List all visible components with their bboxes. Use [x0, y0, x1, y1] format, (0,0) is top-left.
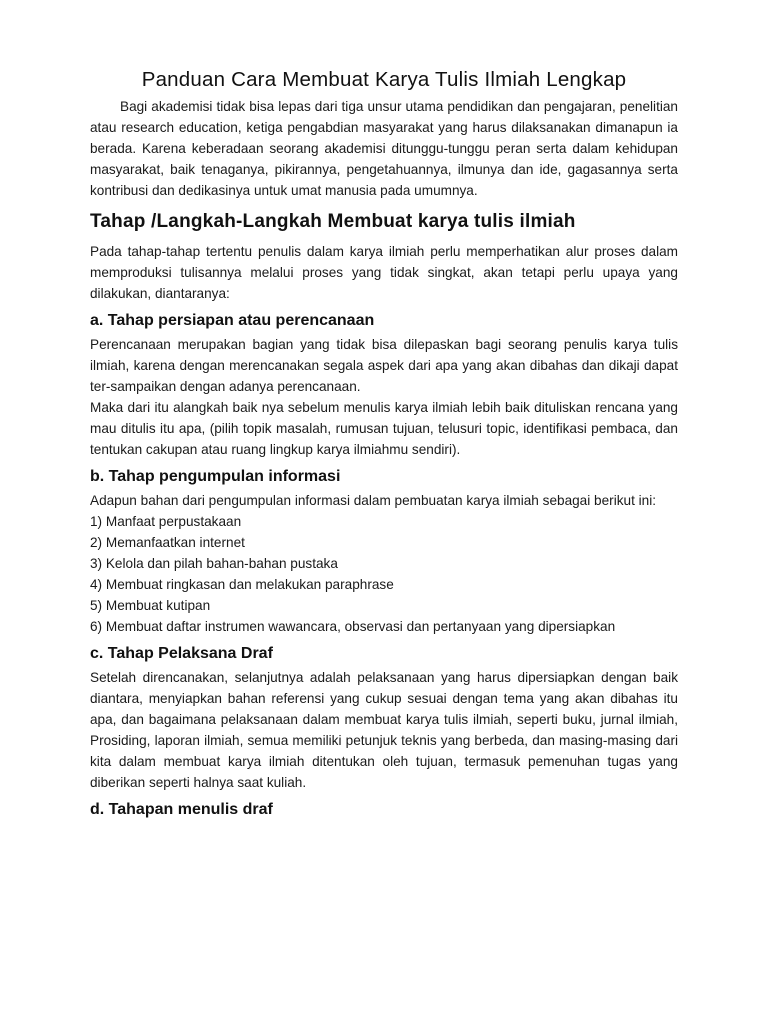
list-item: 1) Manfaat perpustakaan — [90, 514, 242, 529]
document-page — [90, 68, 678, 823]
step-d-heading: d. Tahapan menulis draf — [90, 801, 273, 818]
list-item: 6) Membuat daftar instrumen wawancara, observasi dan pertanyaan yang dipersiapkan — [90, 619, 616, 634]
page-title: Panduan Cara Membuat Karya Tulis Ilmiah Lengkap — [141, 68, 627, 91]
step-c-heading: c. Tahap Pelaksana Draf — [90, 645, 273, 662]
step-b-heading: b. Tahap pengumpulan informasi — [90, 468, 341, 485]
list-item: 2) Memanfaatkan internet — [90, 535, 245, 550]
step-a-paragraph-1: Perencanaan merupakan bagian yang tidak bisa dilepaskan bagi seorang penulis karya tulis ilmiah, karena dengan merencanakan segala aspek dari apa yang akan dibahas dan dikaji dapat ter-sampaikan dengan adanya perencanaan. — [90, 337, 678, 394]
list-item: 3) Kelola dan pilah bahan-bahan pustaka — [90, 556, 338, 571]
intro-paragraph: Bagi akademisi tidak bisa lepas dari tiga unsur utama pendidikan dan pengajaran, penelitian atau research education, ketiga pengabdian masyarakat yang harus dilaksanakan dimanapun ia berada. Karena keberadaan seorang akademisi ditunggu-tunggu peran serta dalam kehidupan masyarakat, baik tenaganya, pikirannya, pengetahuannya, ilmunya dan ide, gagasannya serta kontribusi dan dedikasinya untuk umat manusia pada umumnya. — [90, 99, 678, 198]
step-a-paragraph-2: Maka dari itu alangkah baik nya sebelum menulis karya ilmiah lebih baik dituliskan rencana yang mau ditulis itu apa, (pilih topik masalah, rumusan tujuan, telusuri topic, identifikasi pembaca, dan tentukan cakupan atau ruang lingkup karya ilmiahmu sendiri). — [90, 400, 678, 457]
section-heading — [90, 211, 678, 233]
step-b-paragraph-1: Adapun bahan dari pengumpulan informasi dalam pembuatan karya ilmiah sebagai berikut ini: — [90, 493, 656, 508]
section-intro-paragraph: Pada tahap-tahap tertentu penulis dalam karya ilmiah perlu memperhatikan alur proses dalam memproduksi tulisannya melalui proses yang tidak singkat, akan tetapi perlu upaya yang dilakukan, diantaranya: — [90, 244, 678, 301]
section-heading-text: Tahap /Langkah-Langkah Membuat karya tulis ilmiah — [90, 211, 576, 232]
list-item: 5) Membuat kutipan — [90, 598, 211, 613]
step-a-heading: a. Tahap persiapan atau perencanaan — [90, 312, 375, 329]
step-b-list — [90, 511, 678, 637]
step-c-paragraph-1: Setelah direncanakan, selanjutnya adalah pelaksanaan yang harus dipersiapkan dengan baik diantara, menyiapkan bahan referensi yang cukup sesuai dengan tema yang akan dibahas itu apa, dan bagaimana pelaksanaan dalam membuat karya tulis ilmiah, seperti buku, jurnal ilmiah, Prosiding, laporan ilmiah, semua memiliki petunjuk teknis yang berbeda, dan masing-masing dari kita dalam membuat karya ilmiah ditentukan oleh tujuan, termasuk pemenuhan tugas yang diberikan seperti halnya saat kuliah. — [90, 670, 678, 790]
list-item: 4) Membuat ringkasan dan melakukan paraphrase — [90, 577, 394, 592]
